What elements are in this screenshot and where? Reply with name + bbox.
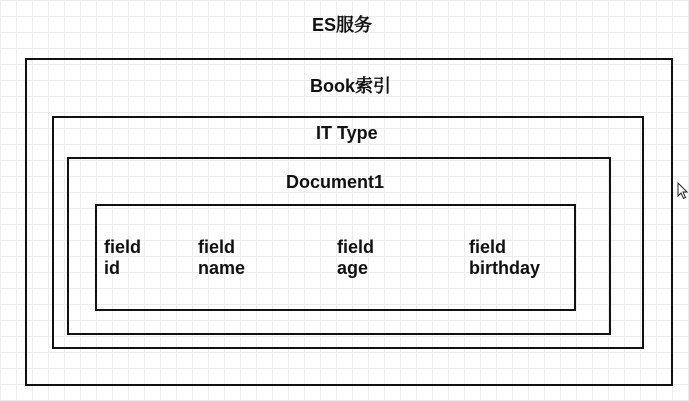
field-birthday-name: birthday	[469, 258, 541, 278]
field-birthday	[469, 237, 540, 279]
es-service-title: ES服务	[312, 15, 373, 35]
type-title: IT Type	[316, 123, 378, 143]
document-title: Document1	[286, 172, 385, 192]
field-id-kind: field	[104, 237, 142, 257]
field-birthday-kind: field	[469, 237, 507, 257]
field-age	[337, 237, 374, 279]
field-name	[198, 237, 245, 279]
field-id-name: id	[104, 258, 120, 278]
field-age-name: age	[337, 258, 369, 278]
field-name-name: name	[198, 258, 246, 278]
field-name-kind: field	[198, 237, 236, 257]
index-title: Book索引	[310, 76, 391, 96]
field-id	[104, 237, 141, 279]
field-age-kind: field	[337, 237, 375, 257]
mouse-pointer-icon	[677, 182, 688, 200]
